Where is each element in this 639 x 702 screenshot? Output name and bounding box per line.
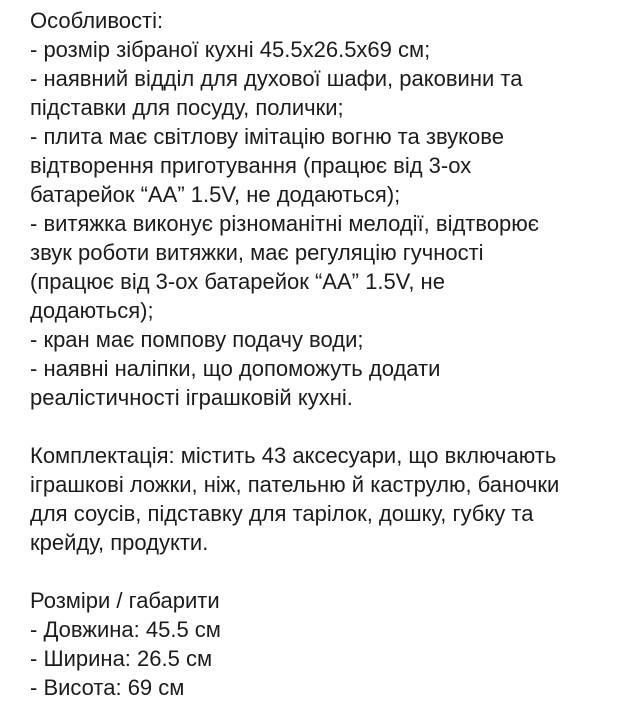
kit-line: крейду, продукти. — [30, 530, 209, 555]
dimensions-heading: Розміри / габарити — [30, 588, 220, 613]
feature-line: (працює від 3-ох батарейок “АА” 1.5V, не — [30, 269, 445, 294]
section-spacer — [30, 412, 630, 441]
feature-line: відтворення приготування (працює від 3-ох — [30, 153, 472, 178]
product-description — [30, 6, 630, 702]
feature-line: додаються); — [30, 298, 154, 323]
kit-line: іграшкові ложки, ніж, пательню й каструлю, баночки — [30, 472, 560, 497]
feature-line: - розмір зібраної кухні 45.5х26.5х69 см; — [30, 37, 431, 62]
feature-line: звук роботи витяжки, має регуляцію гучності — [30, 240, 484, 265]
dimension-line-height: - Висота: 69 см — [30, 675, 185, 700]
kit-section — [30, 441, 630, 557]
section-spacer — [30, 557, 630, 586]
feature-line: - плита має світлову імітацію вогню та звукове — [30, 124, 504, 149]
feature-line: підставки для посуду, полички; — [30, 95, 344, 120]
feature-line: - наявний відділ для духової шафи, раковини та — [30, 66, 523, 91]
kit-line: для соусів, підставку для тарілок, дошку, губку та — [30, 501, 534, 526]
features-heading: Особливості: — [30, 8, 164, 33]
features-section — [30, 6, 630, 412]
dimension-line-length: - Довжина: 45.5 см — [30, 617, 221, 642]
feature-line: - витяжка виконує різноманітні мелодії, відтворює — [30, 211, 540, 236]
kit-line: Комплектація: містить 43 аксесуари, що включають — [30, 443, 557, 468]
dimensions-section — [30, 586, 630, 702]
feature-line: - кран має помпову подачу води; — [30, 327, 364, 352]
dimension-line-width: - Ширина: 26.5 см — [30, 646, 213, 671]
feature-line: реалістичності іграшковій кухні. — [30, 385, 353, 410]
feature-line: - наявні наліпки, що допоможуть додати — [30, 356, 441, 381]
feature-line: батарейок “АА” 1.5V, не додаються); — [30, 182, 401, 207]
